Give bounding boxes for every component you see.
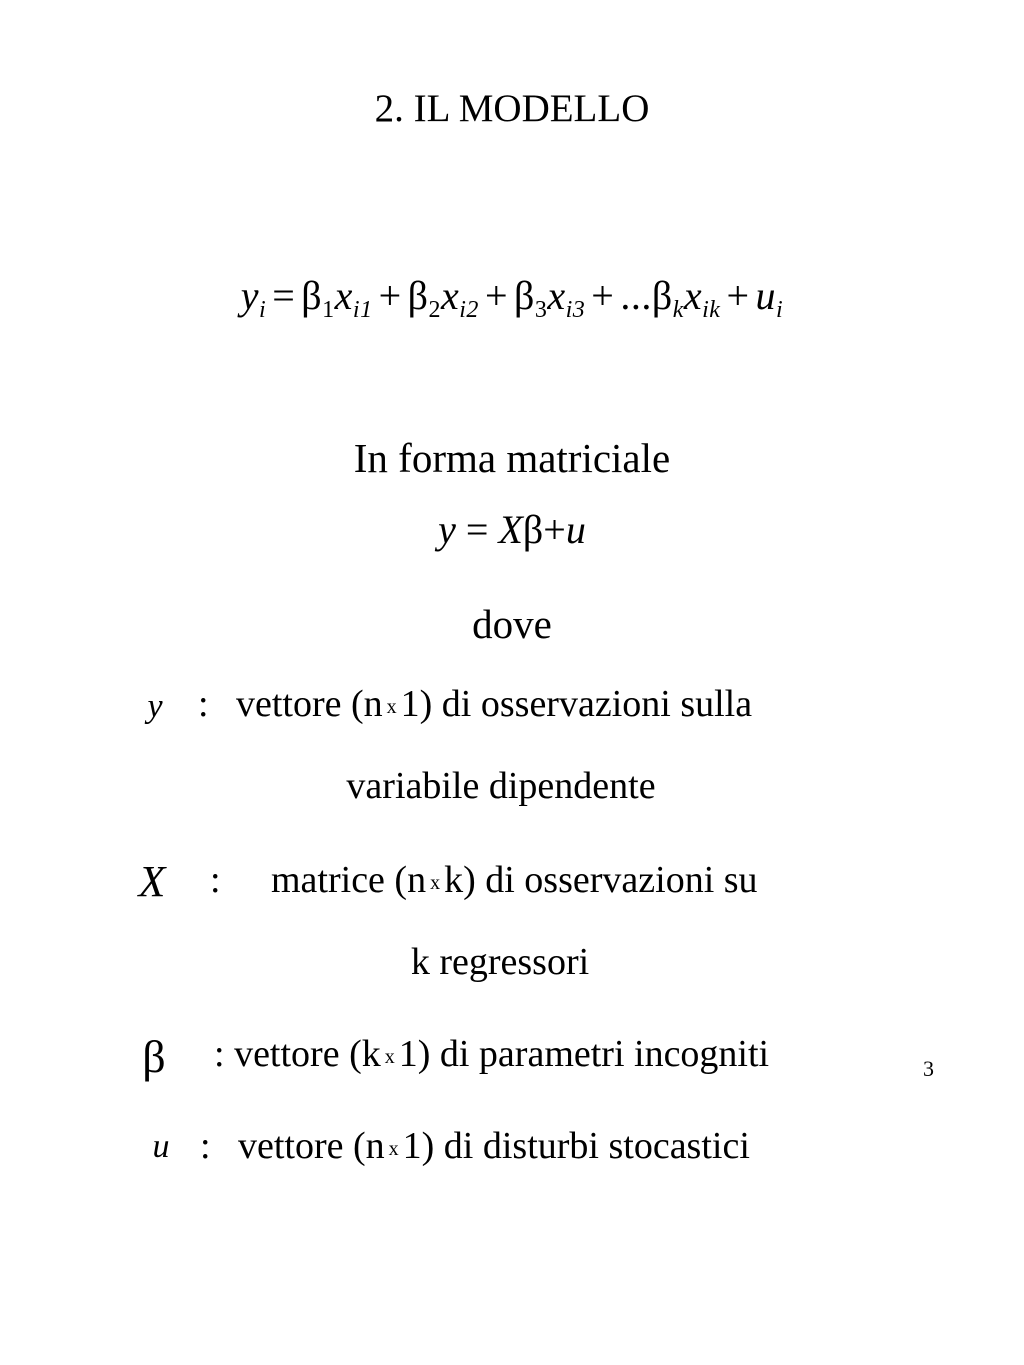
eq-error-sub: i — [776, 297, 784, 323]
eq-beta-k: β — [651, 273, 673, 318]
times-sign: x — [388, 1138, 399, 1160]
regression-equation — [0, 272, 1024, 323]
eq-x-1-sub: i1 — [352, 297, 373, 323]
eq-error: u — [755, 273, 777, 318]
eq-x-3-sub: i3 — [565, 297, 586, 323]
eq-x-1: x — [334, 273, 353, 318]
def-X-text — [271, 858, 758, 902]
matrix-form-heading: In forma matriciale — [353, 435, 671, 481]
matrix-equation — [0, 506, 1024, 553]
eq-beta-1-sub: 1 — [322, 297, 335, 323]
times-sign: x — [386, 696, 397, 718]
eq-x-k-sub: ik — [702, 297, 721, 323]
eq-equals: = — [272, 273, 296, 318]
def-u-text-b: 1) di disturbi stocastici — [402, 1125, 750, 1167]
meq-plus: + — [543, 507, 566, 552]
def-u-colon: : — [200, 1125, 211, 1167]
eq-beta-1: β — [301, 273, 323, 318]
eq-plus-2: + — [484, 273, 508, 318]
def-u-text-a: vettore (n — [238, 1125, 385, 1167]
def-X-line2: k regressori — [410, 941, 590, 983]
eq-beta-k-sub: k — [672, 297, 684, 323]
slide-title: 2. IL MODELLO — [374, 87, 650, 130]
def-beta-text — [214, 1032, 769, 1076]
def-beta-colon: : — [214, 1033, 225, 1075]
eq-ellipsis: ... — [620, 273, 652, 318]
eq-x-k: x — [683, 273, 703, 318]
eq-plus-3: + — [591, 273, 615, 318]
def-beta-text-b: 1) di parametri incogniti — [398, 1033, 770, 1075]
def-y-text-a: vettore (n — [236, 683, 383, 725]
def-X-text-a: matrice (n — [271, 859, 427, 901]
meq-X: X — [498, 507, 523, 552]
def-y-text — [236, 682, 752, 726]
dove-label: dove — [472, 601, 552, 647]
eq-beta-3-sub: 3 — [534, 297, 548, 323]
eq-beta-2: β — [407, 273, 429, 318]
eq-plus-4: + — [726, 273, 750, 318]
page-number: 3 — [923, 1056, 934, 1081]
meq-equals: = — [465, 507, 489, 552]
def-X-symbol: X — [138, 857, 166, 906]
def-u-symbol: u — [152, 1128, 170, 1165]
def-y-symbol: y — [147, 688, 163, 725]
eq-lhs-sub: i — [259, 297, 267, 323]
eq-x-3: x — [547, 273, 566, 318]
def-y-colon: : — [198, 683, 209, 725]
times-sign: x — [384, 1046, 395, 1068]
times-sign: x — [430, 872, 441, 894]
def-y-line2: variabile dipendente — [346, 765, 656, 807]
eq-x-2: x — [441, 273, 460, 318]
eq-plus-1: + — [378, 273, 402, 318]
meq-u: u — [565, 507, 586, 552]
eq-x-2-sub: i2 — [459, 297, 479, 323]
eq-beta-2-sub: 2 — [428, 297, 441, 323]
def-beta-text-a: vettore (k — [234, 1033, 381, 1075]
def-u-text — [238, 1124, 750, 1168]
def-X-text-b: k) di osservazioni su — [444, 859, 758, 901]
def-X-colon: : — [210, 859, 221, 901]
eq-lhs: y — [240, 273, 260, 318]
meq-beta: β — [522, 507, 544, 552]
def-beta-symbol: β — [142, 1031, 166, 1082]
eq-beta-3: β — [514, 273, 535, 318]
meq-y: y — [438, 507, 456, 552]
def-y-text-b: 1) di osservazioni sulla — [400, 683, 753, 725]
